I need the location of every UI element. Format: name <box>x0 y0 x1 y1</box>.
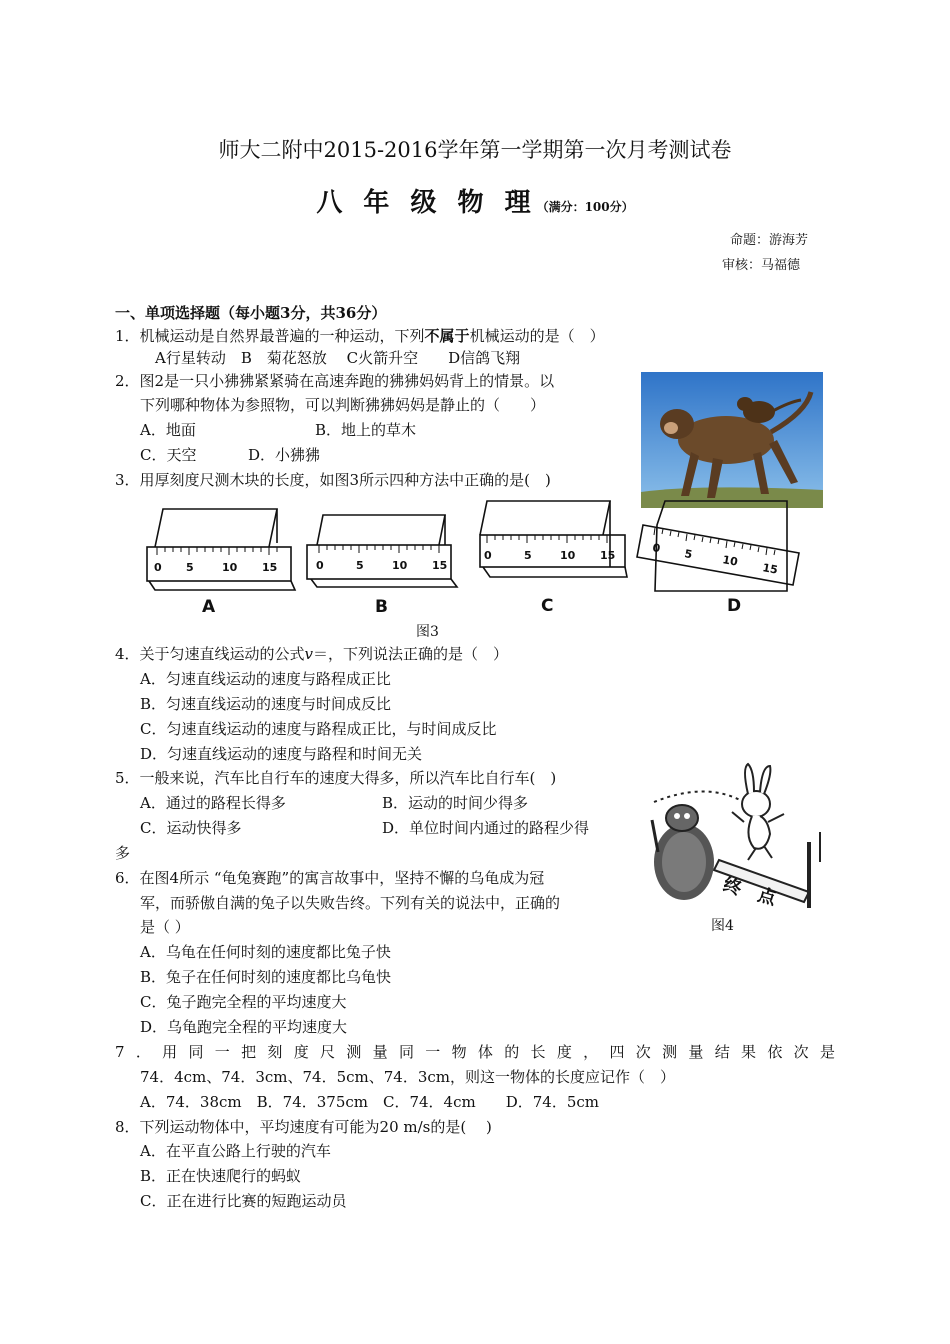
q2-option-b: B．地上的草木 <box>315 421 417 439</box>
q1-stem <box>115 326 605 346</box>
q4-option-b: B．匀速直线运动的速度与时间成反比 <box>140 695 392 713</box>
q5-stem: 5．一般来说，汽车比自行车的速度大得多，所以汽车比自行车( ) <box>115 769 557 787</box>
q6-line1: 6．在图4所示 “龟兔赛跑”的寓言故事中，坚持不懈的乌龟成为冠 <box>115 869 545 887</box>
q8-stem: 8．下列运动物体中，平均速度有可能为20 m/s的是( ) <box>115 1118 492 1136</box>
q8-option-b: B．正在快速爬行的蚂蚁 <box>140 1167 302 1185</box>
tortoise-hare-cartoon <box>644 762 834 912</box>
q7-char: 四 <box>609 1043 625 1061</box>
q7-char: 一 <box>425 1043 441 1061</box>
ruler-c-tick-10: 10 <box>560 549 576 562</box>
ruler-d-tick-0: 0 <box>651 541 662 556</box>
method-label-c: C <box>541 596 554 616</box>
q2-line2: 下列哪种物体为参照物，可以判断狒狒妈妈是静止的（ ） <box>140 396 546 414</box>
q6-option-a: A．乌龟在任何时刻的速度都比兔子快 <box>140 943 391 961</box>
ruler-b-tick-10: 10 <box>392 559 408 572</box>
q2-option-a: A．地面 <box>140 421 196 439</box>
q7-char: 同 <box>188 1043 204 1061</box>
q8-option-a: A．在平直公路上行驶的汽车 <box>140 1142 331 1160</box>
exam-title: 师大二附中2015-2016学年第一学期第一次月考测试卷 <box>218 138 732 162</box>
ruler-d-tick-10: 10 <box>721 553 739 569</box>
q6-option-d: D．乌龟跑完全程的平均速度大 <box>140 1018 348 1036</box>
q8-option-c: C．正在进行比赛的短跑运动员 <box>140 1192 347 1210</box>
q7-char: 果 <box>741 1043 757 1061</box>
ruler-d-tick-15: 15 <box>761 561 779 577</box>
q4-stem <box>115 644 508 664</box>
q7-char: 量 <box>688 1043 704 1061</box>
figure4-caption: 图4 <box>711 918 734 934</box>
author-line: 命题：游海芳 <box>730 233 809 248</box>
q1-options: A行星转动 B 菊花怒放 C火箭升空 D信鸽飞翔 <box>155 349 521 367</box>
finish-line-text: 终 点 <box>720 874 779 910</box>
q7-char: 物 <box>451 1043 467 1061</box>
q7-char: 的 <box>504 1043 520 1061</box>
method-label-a: A <box>202 597 216 617</box>
ruler-a-tick-10: 10 <box>222 561 238 574</box>
q7-options: A．74．38cm B．74．375cm C．74．4cm D．74．5cm <box>140 1093 600 1111</box>
ruler-b-tick-5: 5 <box>356 559 364 572</box>
q7-line1 <box>115 1042 835 1062</box>
q5-option-a: A．通过的路程长得多 <box>140 794 286 812</box>
q7-char: 尺 <box>320 1043 336 1061</box>
q7-char: 量 <box>372 1043 388 1061</box>
q4-option-c: C．匀速直线运动的速度与路程成正比，与时间成反比 <box>140 720 497 738</box>
q6-option-c: C．兔子跑完全程的平均速度大 <box>140 993 347 1011</box>
method-label-d: D <box>727 596 742 616</box>
q7-char: ． <box>135 1043 151 1061</box>
ruler-c-tick-5: 5 <box>524 549 532 562</box>
section-heading: 一、单项选择题（每小题3分，共36分） <box>115 304 387 322</box>
q6-line2: 军，而骄傲自满的兔子以失败告终。下列有关的说法中，正确的 <box>140 894 561 912</box>
q7-char: 次 <box>793 1043 809 1061</box>
score-note: （满分：100分） <box>536 200 634 214</box>
subject-name: 八 年 级 物 理 <box>316 188 537 218</box>
q7-char: 测 <box>662 1043 678 1061</box>
q6-option-b: B．兔子在任何时刻的速度都比乌龟快 <box>140 968 392 986</box>
q5-option-d: D．单位时间内通过的路程少得 <box>382 819 590 837</box>
q2-line1: 2．图2是一只小狒狒紧紧骑在高速奔跑的狒狒妈妈背上的情景。以 <box>115 372 555 390</box>
q5-option-c: C．运动快得多 <box>140 819 242 837</box>
ruler-b-tick-15: 15 <box>432 559 448 572</box>
ruler-d-tick-5: 5 <box>683 547 694 562</box>
q7-char: 结 <box>714 1043 730 1061</box>
baboon-picture <box>641 372 823 508</box>
q7-char: 同 <box>398 1043 414 1061</box>
ruler-figure <box>135 495 815 620</box>
q4-stem-pre: 4．关于匀速直线运动的公式 <box>115 645 305 663</box>
q7-char: 体 <box>477 1043 493 1061</box>
q7-char: 测 <box>346 1043 362 1061</box>
ruler-b-tick-0: 0 <box>316 559 324 572</box>
q7-char: 是 <box>819 1043 835 1061</box>
q7-char: 用 <box>162 1043 178 1061</box>
q7-char: 把 <box>241 1043 257 1061</box>
ruler-a-tick-15: 15 <box>262 561 278 574</box>
q7-char: 度 <box>293 1043 309 1061</box>
subject-title <box>0 182 950 219</box>
q6-line3: 是（ ） <box>140 918 190 936</box>
q7-char: 刻 <box>267 1043 283 1061</box>
q3-stem: 3．用厚刻度尺测木块的长度，如图3所示四种方法中正确的是( ) <box>115 471 551 489</box>
q4-stem-var: v <box>304 645 314 663</box>
q7-char: 度 <box>556 1043 572 1061</box>
q2-option-d: D．小狒狒 <box>248 446 321 464</box>
q5-option-b: B．运动的时间少得多 <box>382 794 529 812</box>
q7-char: 依 <box>767 1043 783 1061</box>
figure3-caption: 图3 <box>416 624 439 640</box>
q4-stem-post: ＝，下列说法正确的是（ ） <box>313 645 509 663</box>
q7-char: 一 <box>214 1043 230 1061</box>
ruler-a-tick-0: 0 <box>154 561 162 574</box>
q7-char: 次 <box>635 1043 651 1061</box>
q1-stem-pre: 1．机械运动是自然界最普遍的一种运动，下列 <box>115 327 425 345</box>
q1-stem-post: 机械运动的是（ ） <box>469 327 605 345</box>
q7-char: 长 <box>530 1043 546 1061</box>
q7-char: ， <box>583 1043 599 1061</box>
ruler-c-tick-0: 0 <box>484 549 492 562</box>
method-label-b: B <box>375 597 388 617</box>
q4-option-d: D．匀速直线运动的速度与路程和时间无关 <box>140 745 423 763</box>
ruler-c-tick-15: 15 <box>600 549 616 562</box>
ruler-a-tick-5: 5 <box>186 561 194 574</box>
q4-option-a: A．匀速直线运动的速度与路程成正比 <box>140 670 391 688</box>
q7-char: 7 <box>115 1043 125 1061</box>
q2-option-c: C．天空 <box>140 446 197 464</box>
q5-option-d-cont: 多 <box>115 844 131 862</box>
q7-line2: 74．4cm、74．3cm、74．5cm、74．3cm，则这一物体的长度应记作（ ） <box>140 1068 676 1086</box>
reviewer-line: 审核：马福德 <box>722 258 801 273</box>
q1-stem-bold: 不属于 <box>424 327 470 345</box>
